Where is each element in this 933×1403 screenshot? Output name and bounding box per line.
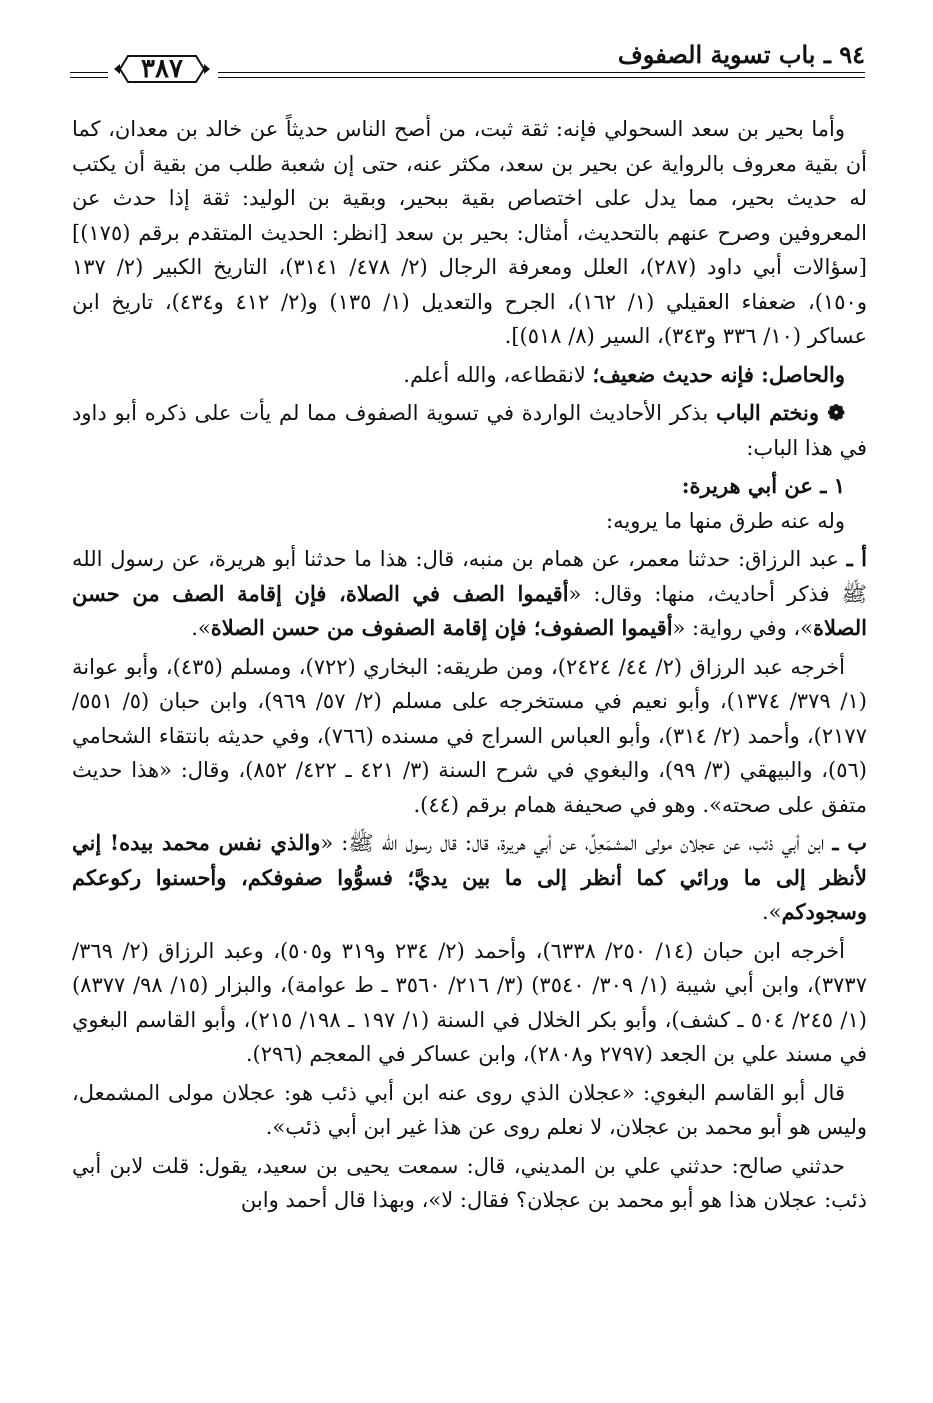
paragraph-1 [72, 112, 867, 354]
takhrij-b-text: أخرجه ابن حبان (١٤/ ٢٥٠/ ٦٣٣٨)، وأحمد (٢/ ٢٣٤ و٣١٩ و٥٠٥)، وعبد الرزاق (٢/ ٣٦٩/ ٣٧٣٧)، وابن أبي شيبة (١/ ٣٠٩/ ٣٥٤٠) (٣/ ٢١٦/ ٣٥٦٠ ـ ط عوامة)، والبزار (١٥/ ٩٨/ ٨٣٧٧) (١/ ٢٤٥/ ٥٠٤ ـ كشف)، وأبو بكر الخلال في السنة (١/ ١٩٧ ـ ١٩٨/ ٢١٥)، وأبو القاسم البغوي في مسند علي بن الجعد (٢٧٩٧ و٢٨٠٨)، وابن عساكر في المعجم (٢٩٦). [72, 938, 867, 1066]
route-a-lead: أ ـ [846, 546, 867, 571]
page-body [72, 112, 867, 1218]
route-b-lead: ب ـ [832, 830, 867, 855]
chapter-title: ٩٤ ـ باب تسوية الصفوف [617, 40, 865, 69]
route-a-hadith: أقيموا الصف في الصلاة، فإن إقامة الصف من حسن الصلاة [72, 580, 867, 640]
section-heading: ١ ـ عن أبي هريرة: [681, 473, 845, 498]
conclusion-text: لانقطاعه، والله أعلم. [403, 362, 593, 387]
paragraph-takhrij-b [72, 934, 867, 1072]
page-number: ٣٨٧ [141, 54, 183, 84]
route-a-text-2: »، وفي رواية: « [672, 616, 814, 640]
route-b-text: ابن أبي ذئب، عن عجلان مولى المشمَعِلِّ، عن أبي هريرة، قال: قال رسول الله ﷺ: « [320, 831, 833, 855]
salih-report-text: حدثني صالح: حدثني علي بن المديني، قال: سمعت يحيى بن سعيد، يقول: قلت لابن أبي ذئب: عجلان هذا هو أبو محمد بن عجلان؟ فقال: لا»، وبهذا قال أحمد وابن [72, 1153, 867, 1212]
conclusion-lead: والحاصل: فإنه حديث ضعيف؛ [592, 361, 845, 387]
paragraph-baghawi-quote [72, 1076, 867, 1145]
page-number-frame [110, 52, 214, 86]
paragraph-route-b [72, 826, 867, 930]
paragraph-salih-report [72, 1149, 867, 1218]
page-number-ornament [70, 52, 865, 86]
header-rule-right [218, 72, 865, 78]
page-header [70, 40, 865, 100]
routes-intro-text: وله عنه طرق منها ما يرويه: [606, 508, 845, 533]
route-a-text-3: ». [191, 616, 211, 640]
route-a-hadith-2: أقيموا الصفوف؛ فإن إقامة الصفوف من حسن الصلاة [210, 615, 673, 640]
route-b-text-2: ». [762, 900, 782, 924]
takhrij-a-text: أخرجه عبد الرزاق (٢/ ٤٤/ ٢٤٢٤)، ومن طريقه: البخاري (٧٢٢)، ومسلم (٤٣٥)، وأبو عوانة (١/ ٣٧٩/ ١٣٧٤)، وأبو نعيم في مستخرجه على مسلم (٢/ ٥٧/ ٩٦٩)، وابن حبان (٥/ ٥٥١/ ٢١٧٧)، وأحمد (٢/ ٣١٤)، وأبو العباس السراج في مسنده (٧٦٦)، وفي حديثه بانتقاء الشحامي (٥٦)، والبيهقي (٣/ ٩٩)، والبغوي في شرح السنة (٣/ ٤٢١ ـ ٤٢٢/ ٨٥٢)، وقال: «هذا حديث متفق على صحته». وهو في صحيفة همام برقم (٤٤). [72, 654, 867, 817]
route-b-hadith: والذي نفس محمد بيده! إني لأنظر إلى ما ورائي كما أنظر إلى ما بين يديَّ؛ فسوُّوا صفوفكم، وأحسنوا ركوعكم وسجودكم [72, 830, 867, 924]
closing-lead: ❁ ونختم الباب [716, 400, 846, 425]
paragraph-route-a [72, 542, 867, 646]
closing-text: بذكر الأحاديث الواردة في تسوية الصفوف مما لم يأت على ذكره أبو داود في هذا الباب: [72, 401, 867, 460]
paragraph-closing [72, 396, 867, 465]
baghawi-quote-text: قال أبو القاسم البغوي: «عجلان الذي روى عنه ابن أبي ذئب هو: عجلان مولى المشمعل، وليس هو أبو محمد بن عجلان، لا نعلم روى عن هذا غير ابن أبي ذئب». [72, 1080, 867, 1139]
paragraph-1-text: وأما بحير بن سعد السحولي فإنه: ثقة ثبت، من أصح الناس حديثاً عن خالد بن معدان، كما أن بقية معروف بالرواية عن بحير بن سعد، مكثر عنه، حتى إن شعبة طلب من بقية أن يكتب له حديث بحير، مما يدل على اختصاص بقية ببحير، وبقية بن الوليد: ثقة إذا حدث عن المعروفين وصرح عنهم بالتحديث، أمثال: بحير بن سعد [انظر: الحديث المتقدم برقم (١٧٥)] [سؤالات أبي داود (٢٨٧)، العلل ومعرفة الرجال (٢/ ٤٧٨/ ٣١٤١)، التاريخ الكبير (٢/ ١٣٧ و١٥٠)، ضعفاء العقيلي (١/ ١٦٢)، الجرح والتعديل (١/ ١٣٥) و(٢/ ٤١٢ و٤٣٤)، تاريخ ابن عساكر (١٠/ ٣٣٦ و٣٤٣)، السير (٨/ ٥١٨)]. [72, 117, 867, 348]
header-rule-left [70, 72, 108, 78]
paragraph-routes-intro [72, 504, 867, 539]
paragraph-takhrij-a [72, 650, 867, 823]
route-a-text: عبد الرزاق: حدثنا معمر، عن همام بن منبه، قال: هذا ما حدثنا أبو هريرة، عن رسول الله ﷺ فذكر أحاديث، منها: وقال: « [72, 547, 867, 606]
paragraph-conclusion [72, 358, 867, 393]
